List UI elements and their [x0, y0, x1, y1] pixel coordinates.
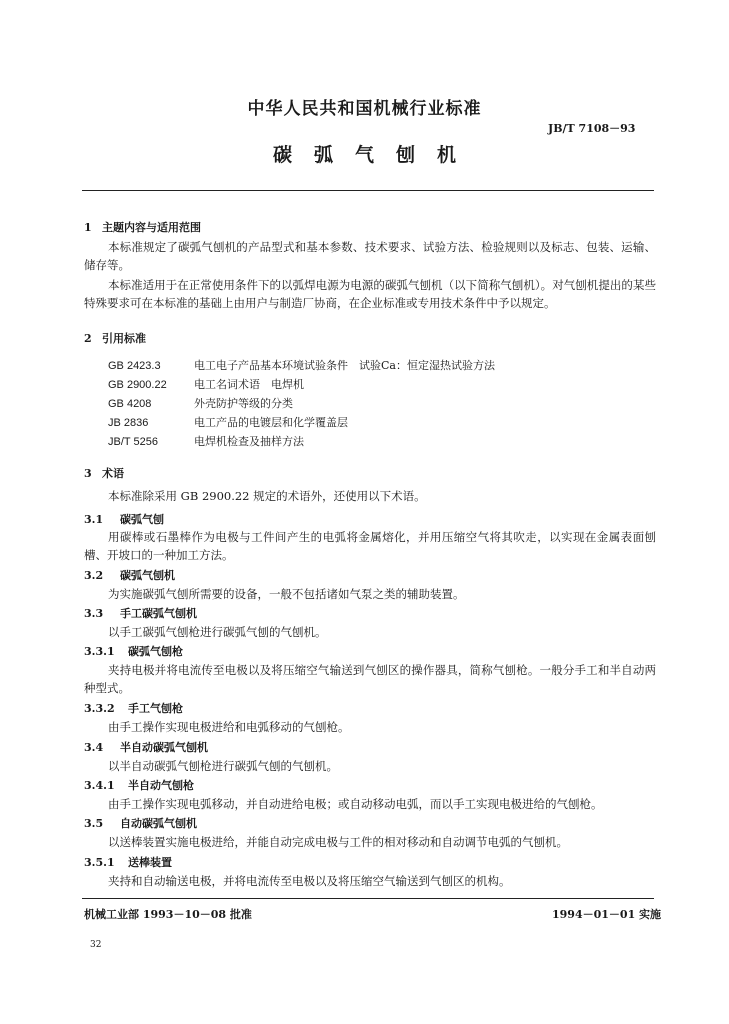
term-number: 3.3.1	[84, 645, 115, 658]
term-heading	[84, 605, 197, 621]
implementation-line: 1994－01－01 实施	[552, 908, 662, 921]
term-definition: 以送棒装置实施电极进给，并能自动完成电极与工件的相对移动和自动调节电弧的气刨机。	[108, 835, 568, 849]
section-number: 3	[84, 467, 92, 480]
section-number: 1	[84, 221, 92, 234]
term-title: 碳弧气刨	[120, 513, 164, 526]
reference-code: GB 2900.22	[108, 379, 167, 391]
section-title: 术语	[102, 467, 124, 480]
reference-title: 电工名词术语 电焊机	[194, 378, 304, 391]
term-number: 3.5	[84, 817, 104, 830]
term-number: 3.1	[84, 513, 104, 526]
reference-row	[108, 376, 304, 392]
reference-row	[108, 395, 293, 411]
term-number: 3.4	[84, 741, 104, 754]
section-title: 引用标准	[102, 332, 146, 345]
term-heading	[84, 854, 172, 870]
term-heading	[84, 511, 164, 527]
section-1-heading	[84, 219, 201, 235]
section-2-heading	[84, 330, 146, 346]
term-heading	[84, 643, 183, 659]
term-definition: 夹持和自动输送电极，并将电流传至电极以及将压缩空气输送到气刨区的机构。	[108, 874, 511, 888]
standard-code: JB/T 7108－93	[548, 122, 636, 135]
term-title: 手工碳弧气刨机	[120, 607, 197, 620]
term-definition: 由手工操作实现电极进给和电弧移动的气刨枪。	[108, 720, 350, 734]
reference-code: GB 4208	[108, 398, 152, 410]
term-number: 3.3.2	[84, 702, 115, 715]
reference-code: JB/T 5256	[108, 436, 158, 448]
term-definition: 为实施碳弧气刨所需要的设备，一般不包括诸如气泵之类的辅助装置。	[108, 587, 465, 601]
section-1-paragraph-2: 本标准适用于在正常使用条件下的以弧焊电源为电源的碳弧气刨机（以下简称气刨机）。对气刨机提出的某些特殊要求可在本标准的基础上由用户与制造厂协商，在企业标准或专用技术条件中予以规定。	[84, 278, 656, 310]
term-heading	[84, 777, 194, 793]
page-number: 32	[90, 940, 102, 950]
header-divider	[82, 190, 654, 191]
term-title: 碳弧气刨枪	[128, 645, 183, 658]
reference-row	[108, 357, 495, 373]
term-definition: 由手工操作实现电弧移动，并自动进给电极；或自动移动电弧，而以手工实现电极进给的气刨枪。	[108, 797, 603, 811]
reference-row	[108, 414, 348, 430]
term-number: 3.2	[84, 569, 104, 582]
term-title: 碳弧气刨机	[120, 569, 175, 582]
reference-code: JB 2836	[108, 417, 149, 429]
reference-row	[108, 433, 304, 449]
term-definition: 以手工碳弧气刨枪进行碳弧气刨的气刨机。	[108, 625, 327, 639]
term-title: 送棒装置	[128, 856, 172, 869]
term-heading	[84, 739, 208, 755]
term-title: 半自动碳弧气刨机	[120, 741, 208, 754]
reference-title: 电工产品的电镀层和化学覆盖层	[194, 416, 348, 429]
term-definition: 以半自动碳弧气刨枪进行碳弧气刨的气刨机。	[108, 759, 338, 773]
reference-title: 电工电子产品基本环境试验条件 试验Ca：恒定湿热试验方法	[194, 359, 495, 372]
section-title: 主题内容与适用范围	[102, 221, 201, 234]
section-3-heading	[84, 465, 124, 481]
term-number: 3.4.1	[84, 779, 115, 792]
document-title: 碳弧气刨机	[272, 144, 478, 166]
term-definition: 用碳棒或石墨棒作为电极与工件间产生的电弧将金属熔化，并用压缩空气将其吹走，以实现在金属表面刨槽、开坡口的一种加工方法。	[84, 530, 656, 562]
reference-title: 外壳防护等级的分类	[194, 397, 293, 410]
reference-code: GB 2423.3	[108, 360, 161, 372]
standard-category-title: 中华人民共和国机械行业标准	[247, 99, 482, 119]
term-title: 半自动气刨枪	[128, 779, 194, 792]
term-title: 手工气刨枪	[128, 702, 183, 715]
footer-divider	[82, 898, 654, 899]
approval-line: 机械工业部 1993－10－08 批准	[84, 908, 252, 921]
term-number: 3.5.1	[84, 856, 115, 869]
section-3-intro: 本标准除采用 GB 2900.22 规定的术语外，还使用以下术语。	[108, 489, 426, 503]
term-title: 自动碳弧气刨机	[120, 817, 197, 830]
reference-title: 电焊机检查及抽样方法	[194, 435, 304, 448]
section-number: 2	[84, 332, 92, 345]
term-heading	[84, 700, 183, 716]
term-heading	[84, 815, 197, 831]
term-number: 3.3	[84, 607, 104, 620]
section-1-paragraph-1: 本标准规定了碳弧气刨机的产品型式和基本参数、技术要求、试验方法、检验规则以及标志、包装、运输、储存等。	[84, 240, 656, 272]
term-definition: 夹持电极并将电流传至电极以及将压缩空气输送到气刨区的操作器具，简称气刨枪。一般分手工和半自动两种型式。	[84, 663, 656, 695]
term-heading	[84, 567, 175, 583]
